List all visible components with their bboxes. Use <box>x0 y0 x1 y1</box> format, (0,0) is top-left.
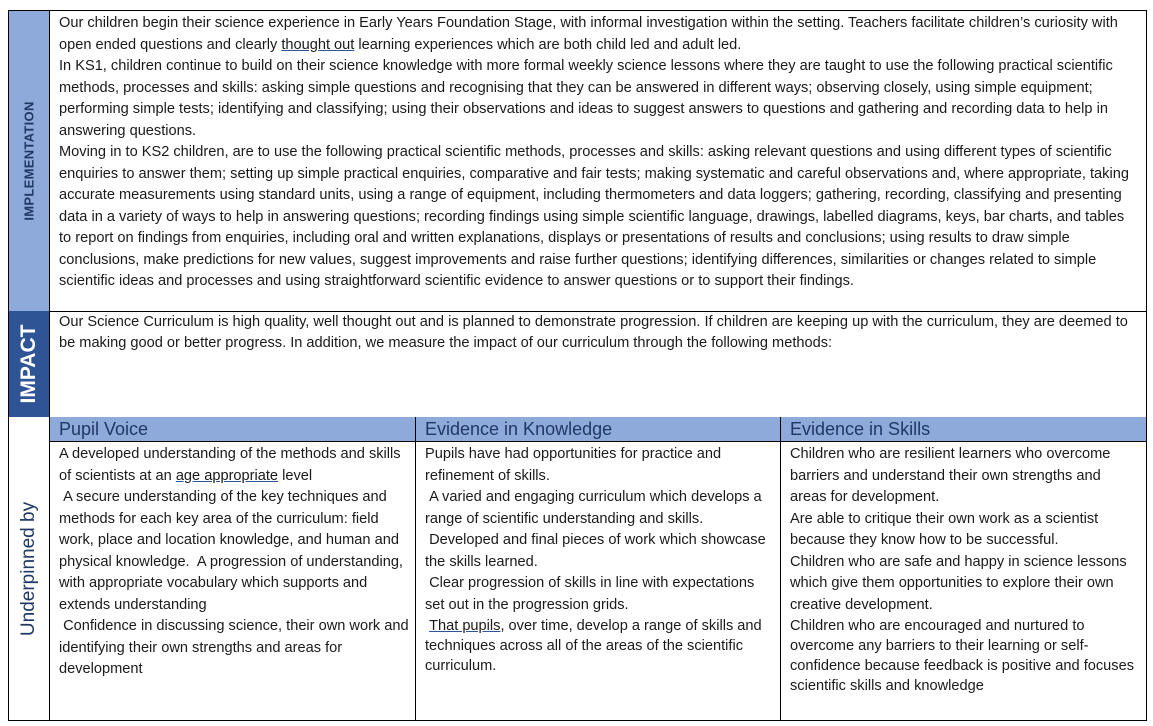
impact-text: Our Science Curriculum is high quality, well thought out and is planned to demonstrate progression. If children are keeping up with the curriculum, they are deemed to be making good or better progress. In addition, we measure the impact of our curriculum through the following methods: <box>59 314 1128 351</box>
column-heading: Pupil Voice <box>50 417 415 442</box>
column-heading: Evidence in Skills <box>781 417 1146 442</box>
column-pupil-voice <box>50 417 416 720</box>
underlined-phrase: That pupils <box>429 618 501 634</box>
column-body: A developed understanding of the methods and skills of scientists at an age appropriate level A secure understanding of the key techniques and methods for each key area of the curriculum: field work, place and location knowledge, and human and physical knowledge. A progression of understanding, with appropriate vocabulary which supports and extends understanding Confidence in discussing science, their own work and identifying their own strengths and areas for development <box>59 446 413 677</box>
curriculum-table <box>8 10 1145 721</box>
implementation-paragraph-2: In KS1, children continue to build on their science knowledge with more formal weekly science lessons where they are taught to use the following practical scientific methods, processes and skills: asking simple questions and recognising that they can be answered in different ways; observing closely, using simple equipment; performing simple tests; identifying and classifying; using their observations and ideas to suggest answers to questions and gathering and recording data to help in answering questions. <box>59 58 1113 139</box>
implementation-paragraph-1: Our children begin their science experience in Early Years Foundation Stage, with informal investigation within the setting. Teachers facilitate children’s curiosity with open ended questions and clearly thought out learning experiences which are both child led and adult led. <box>59 15 1118 53</box>
impact-label-cell <box>9 311 50 417</box>
column-heading: Evidence in Knowledge <box>416 417 780 442</box>
underlined-phrase: age appropriate <box>175 467 279 484</box>
column-body: Children who are resilient learners who overcome barriers and understand their own strengths and areas for development. Are able to critique their own work as a scientist because they know how to be successful. Children who are safe and happy in science lessons which give them opportunities to explore their own creative development. Children who are encouraged and nurtured to overcome any barriers to their learning or self-confidence because feedback is positive and focuses scientific skills and knowledge <box>790 446 1134 694</box>
column-evidence-skills <box>781 417 1146 720</box>
implementation-label-cell <box>9 11 50 311</box>
underlined-phrase: thought out <box>281 36 355 53</box>
underpinned-label: Underpinned by <box>18 501 39 636</box>
implementation-row <box>8 10 1147 312</box>
impact-row <box>8 311 1147 417</box>
implementation-paragraph-3: Moving in to KS2 children, are to use the following practical scientific methods, processes and skills: asking relevant questions and using different types of scientific enquiries to answer them; setting up simple practical enquiries, comparative and fair tests; making systematic and careful observations and, where appropriate, taking accurate measurements using standard units, using a range of equipment, including thermometers and data loggers; gathering, recording, classifying and presenting data in a variety of ways to help in answering questions; recording findings using simple scientific language, drawings, labelled diagrams, keys, bar charts, and tables to report on findings from enquiries, including oral and written explanations, displays or presentations of results and conclusions; using results to draw simple conclusions, make predictions for new values, suggest improvements and raise further questions; identifying differences, similarities or changes related to simple scientific ideas and processes and using straightforward scientific evidence to answer questions or to support their findings. <box>59 144 1129 289</box>
implementation-text <box>59 13 1140 293</box>
implementation-label: IMPLEMENTATION <box>21 101 37 221</box>
column-body: Pupils have had opportunities for practice and refinement of skills. A varied and engaging curriculum which develops a range of scientific understanding and skills. Developed and final pieces of work which showcase the skills learned. Clear progression of skills in line with expectations set out in the progression grids. That pupils, over time, develop a range of skills and techniques across all of the areas of the scientific curriculum. <box>425 446 770 674</box>
impact-label: IMPACT <box>17 324 40 404</box>
underpinned-row <box>8 417 1147 721</box>
column-evidence-knowledge <box>416 417 781 720</box>
underpinned-label-cell <box>9 417 50 720</box>
